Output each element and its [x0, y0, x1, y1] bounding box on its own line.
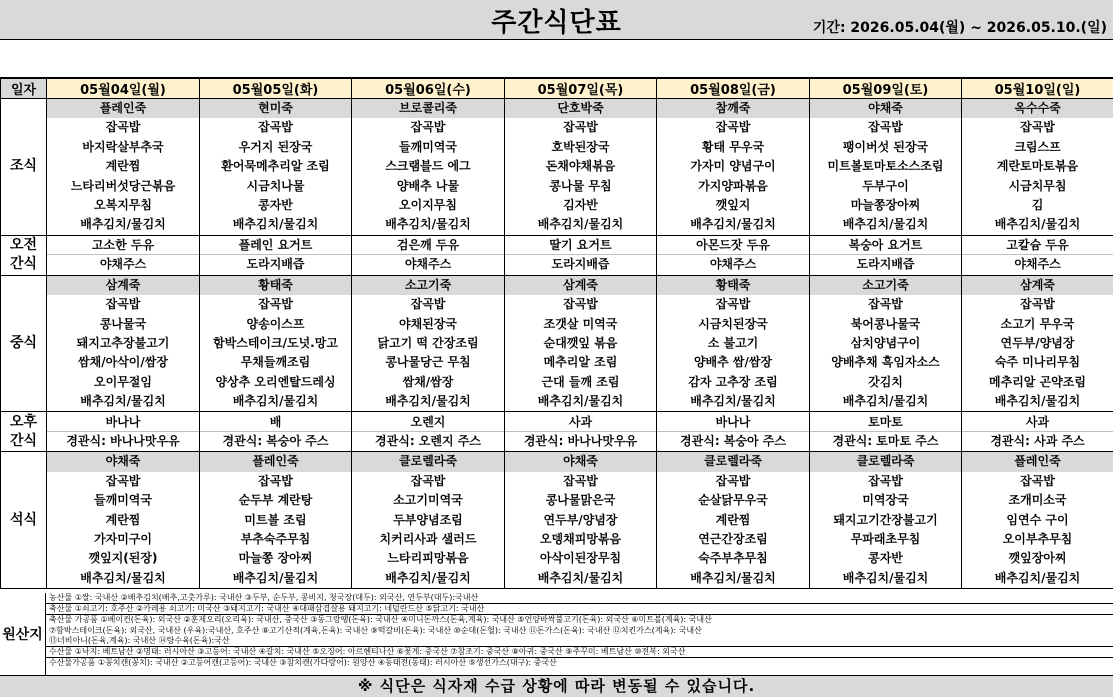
porridge-item: 삼계죽: [47, 276, 199, 295]
menu-item: 메추리알 조림: [543, 355, 618, 370]
menu-item: 계란토마토볶음: [996, 159, 1079, 174]
menu-item: 삼치양념구이: [850, 335, 921, 350]
day-header-1: 05월04일(월): [47, 79, 200, 99]
menu-cell: [657, 275, 810, 412]
porridge-item: 단호박죽: [505, 99, 656, 118]
menu-item: 시금치무침: [1008, 178, 1067, 193]
menu-item: 순살닭무우국: [698, 493, 768, 508]
meal-row: [1, 235, 1113, 275]
menu-item: 양상추 오리엔탈드레싱: [215, 374, 336, 389]
menu-item: 딸기 요거트: [505, 236, 656, 255]
menu-item: 오복지무침: [94, 197, 152, 212]
origin-line: 수산물 ①낙지: 베트남산 ②명태: 러시아산 ③고등어: 국내산 ④갈치: 국내산 ⑤오징어: 아르헨티나산 ⑥꽃게: 중국산 ⑦참조기: 중국산 ⑧아귀: 중국산 ⑨주꾸미: 베트남산 ⑩전복: 외국산: [46, 647, 1113, 658]
day-header-5: 05월08일(금): [657, 79, 810, 99]
menu-item: 잡곡밥: [410, 473, 446, 488]
meal-row: [1, 275, 1113, 412]
menu-item: 잡곡밥: [410, 297, 446, 312]
menu-item: 시금치된장국: [698, 316, 768, 331]
menu-item: 근대 들깨 조림: [541, 374, 620, 389]
menu-item: 사과: [962, 413, 1113, 432]
menu-item: 오이무절임: [94, 374, 152, 389]
menu-item: 순두부 계란탕: [238, 493, 313, 508]
menu-item: 콩자반: [258, 197, 293, 212]
menu-item: 양송이스프: [246, 316, 305, 331]
menu-item: 소고기 무우국: [1000, 316, 1075, 331]
menu-item: 잡곡밥: [563, 120, 598, 135]
menu-cell: [47, 99, 200, 236]
menu-cell: [810, 412, 962, 452]
menu-cell: [352, 235, 505, 275]
menu-item: 도라지배즙: [551, 257, 610, 272]
menu-item: 계란찜: [105, 159, 141, 174]
menu-item: 잡곡밥: [1020, 297, 1055, 312]
menu-cell: [810, 452, 962, 589]
menu-item: 느타리피망볶음: [387, 551, 469, 566]
menu-item: 아몬드잣 두유: [657, 236, 809, 255]
menu-item: 치커리사과 샐러드: [379, 532, 477, 547]
menu-item: 경관식: 바나나맛우유: [66, 433, 180, 448]
menu-item: 잡곡밥: [105, 297, 141, 312]
menu-item: 야채된장국: [399, 316, 457, 331]
menu-item: 깻잎장아찌: [1008, 551, 1067, 566]
day-header-6: 05월09일(토): [810, 79, 962, 99]
menu-item: 잡곡밥: [1020, 473, 1055, 488]
menu-item: 쌈채/아삭이/쌈장: [78, 355, 168, 370]
menu-cell: [47, 452, 200, 589]
meal-label: 석식: [1, 452, 47, 589]
menu-item: 잡곡밥: [105, 473, 141, 488]
menu-item: 닭고기 떡 간장조림: [377, 335, 479, 350]
menu-item: 미트볼토마토소스조림: [827, 159, 944, 174]
menu-item: 토마토: [810, 413, 961, 432]
porridge-item: 클로렐라죽: [657, 452, 809, 471]
menu-item: 오이부추무침: [1002, 532, 1073, 547]
menu-item: 배추김치/물김치: [80, 394, 166, 409]
menu-item: 양배추 나물: [396, 178, 460, 193]
menu-item: 크림스프: [1014, 139, 1061, 154]
menu-item: 배: [200, 413, 351, 432]
menu-cell: [657, 412, 810, 452]
menu-item: 연근간장조림: [698, 532, 768, 547]
menu-item: 연두부/양념장: [1000, 335, 1075, 350]
porridge-item: 참깨죽: [657, 99, 809, 118]
menu-item: 고소한 두유: [47, 236, 199, 255]
porridge-item: 브로콜리죽: [352, 99, 504, 118]
menu-cell: [810, 275, 962, 412]
menu-item: 콩나물맑은국: [545, 493, 616, 508]
porridge-item: 야채죽: [810, 99, 961, 118]
menu-item: 배추김치/물김치: [537, 217, 624, 232]
menu-item: 콩나물국: [99, 316, 147, 331]
menu-cell: [810, 99, 962, 236]
menu-item: 북어콩나물국: [850, 316, 921, 331]
day-header-2: 05월05일(화): [200, 79, 352, 99]
porridge-item: 소고기죽: [352, 276, 504, 295]
menu-cell: [200, 412, 352, 452]
menu-item: 경관식: 오렌지 주스: [375, 433, 481, 448]
menu-item: 들깨미역국: [94, 493, 152, 508]
menu-item: 소 불고기: [707, 335, 759, 350]
menu-cell: [200, 452, 352, 589]
menu-item: 두부양념조림: [393, 512, 463, 527]
menu-item: 배추김치/물김치: [842, 217, 929, 232]
menu-item: 시금치나물: [246, 178, 305, 193]
menu-item: 배추김치/물김치: [690, 394, 776, 409]
menu-item: 깻잎지: [715, 197, 751, 212]
menu-item: 플레인 요거트: [200, 236, 351, 255]
menu-item: 검은깨 두유: [352, 236, 504, 255]
menu-item: 숙주부추무침: [698, 551, 768, 566]
menu-cell: [352, 452, 505, 589]
menu-item: 경관식: 복숭아 주스: [222, 433, 329, 448]
menu-item: 바나나: [657, 413, 809, 432]
menu-item: 배추김치/물김치: [232, 394, 319, 409]
menu-cell: [505, 99, 657, 236]
menu-item: 경관식: 토마토 주스: [832, 433, 939, 448]
menu-item: 야채주스: [99, 257, 147, 272]
menu-item: 배추김치/물김치: [232, 570, 319, 585]
menu-item: 야채주스: [1014, 257, 1061, 272]
menu-item: 무파래초무침: [850, 532, 921, 547]
menu-item: 잡곡밥: [868, 473, 903, 488]
origin-label: 원산지: [0, 593, 46, 675]
menu-cell: [657, 452, 810, 589]
menu-item: 고칼슘 두유: [962, 236, 1113, 255]
menu-cell: [47, 275, 200, 412]
menu-cell: [47, 412, 200, 452]
menu-cell: [505, 235, 657, 275]
menu-item: 배추김치/물김치: [385, 570, 471, 585]
menu-item: 계란찜: [715, 512, 751, 527]
origin-line: 수산물가공품 ①꽁치캔(꽁치): 국내산 ②고등어캔(고등어): 국내산 ③참치캔(가다랑어): 원양산 ④동태전(동태): 러시아산 ⑤생선가스(대구): 중국산: [49, 658, 557, 668]
porridge-item: 야채죽: [505, 452, 656, 471]
menu-item: 사과: [505, 413, 656, 432]
day-header-4: 05월07일(목): [505, 79, 657, 99]
menu-item: 콩나물 무침: [549, 178, 612, 193]
menu-cell: [505, 452, 657, 589]
menu-item: 조갯살 미역국: [543, 316, 618, 331]
menu-item: 가자미구이: [94, 532, 152, 547]
menu-item: 김자반: [563, 197, 598, 212]
menu-item: 우거지 된장국: [238, 139, 313, 154]
menu-cell: [200, 99, 352, 236]
menu-item: 바나나: [47, 413, 199, 432]
origin-line: ⑬너비아니(돈육,계육): 국내산 ⑭탕수육(돈육):국산: [46, 636, 1113, 647]
menu-item: 미역장국: [862, 493, 909, 508]
menu-cell: [962, 412, 1113, 452]
menu-cell: [810, 235, 962, 275]
menu-cell: [47, 235, 200, 275]
menu-item: 돼지고기간장불고기: [833, 512, 938, 527]
menu-item: 복숭아 요거트: [810, 236, 961, 255]
origin-line: 농산물 ①쌀: 국내산 ②배추김치(배추,고춧가루): 국내산 ③두부, 순두부, 콩비지, 청국장(대두): 외국산, 연두부(대두):국내산: [46, 593, 1113, 604]
menu-item: 부추숙주무침: [240, 532, 311, 547]
menu-item: 배추김치/물김치: [232, 217, 319, 232]
menu-item: 돈채야채볶음: [545, 159, 616, 174]
menu-cell: [352, 412, 505, 452]
meal-row: [1, 99, 1113, 236]
origin-line: 축산물 가공품 ①베이컨(돈육): 외국산 ②훈제오리(오리육): 국내산, 중국산 ③동그랑땡(돈육): 국내산 ④미니돈까스(돈육,계육): 국내산 ⑤언양바싹불고기(돈육): 외국산 ⑥미트볼(계육): 국내산: [49, 615, 712, 625]
menu-item: 배추김치/물김치: [385, 394, 471, 409]
menu-item: 도라지배즙: [246, 257, 305, 272]
title-bar: [0, 0, 1113, 40]
menu-item: 배추김치/물김치: [994, 394, 1081, 409]
menu-item: 콩자반: [868, 551, 903, 566]
porridge-item: 플레인죽: [962, 452, 1113, 471]
menu-item: 잡곡밥: [258, 473, 293, 488]
meal-label: 오전 간식: [1, 235, 47, 275]
porridge-item: 삼계죽: [962, 276, 1113, 295]
menu-item: 배추김치/물김치: [842, 394, 929, 409]
menu-item: 두부구이: [862, 178, 909, 193]
menu-cell: [657, 99, 810, 236]
porridge-item: 클로렐라죽: [352, 452, 504, 471]
menu-item: 깻잎지(된장): [88, 551, 158, 566]
origin-line: 축산물 ①쇠고기: 호주산 ②카레용 쇠고기: 미국산 ③돼지고기: 국내산 ④대패삼겹살용 돼지고기: 네덜란드산 ⑤닭고기: 국내산: [46, 604, 1113, 615]
menu-cell: [352, 275, 505, 412]
menu-item: 마늘쫑 장아찌: [238, 551, 313, 566]
menu-item: 배추김치/물김치: [994, 217, 1081, 232]
porridge-item: 황태죽: [200, 276, 351, 295]
menu-cell: [962, 99, 1113, 236]
meal-label: 오후 간식: [1, 412, 47, 452]
menu-item: 메추리알 곤약조림: [989, 374, 1086, 389]
menu-item: 잡곡밥: [258, 120, 293, 135]
menu-cell: [505, 412, 657, 452]
menu-item: 잡곡밥: [715, 473, 751, 488]
menu-cell: [962, 275, 1113, 412]
porridge-item: 황태죽: [657, 276, 809, 295]
meal-table: [0, 78, 1113, 589]
menu-item: 마늘쫑장아찌: [850, 197, 921, 212]
menu-item: 쌈채/쌈장: [402, 374, 454, 389]
menu-cell: [352, 99, 505, 236]
menu-item: 숙주 미나리무침: [994, 355, 1081, 370]
menu-item: 배추김치/물김치: [537, 394, 624, 409]
menu-item: 환어묵메추리알 조림: [221, 159, 330, 174]
menu-item: 양배추채 흑임자소스: [831, 355, 940, 370]
menu-item: 순대깻잎 볶음: [543, 335, 618, 350]
menu-item: 조개미소국: [1008, 493, 1067, 508]
day-header-7: 05월10일(일): [962, 79, 1113, 99]
porridge-item: 현미죽: [200, 99, 351, 118]
menu-item: 배추김치/물김치: [385, 217, 471, 232]
meal-row: [1, 452, 1113, 589]
menu-item: 배추김치/물김치: [80, 570, 166, 585]
menu-item: 오뎅채피망볶음: [539, 532, 622, 547]
menu-item: 야채주스: [404, 257, 452, 272]
menu-item: 잡곡밥: [715, 297, 751, 312]
menu-item: 감자 고추장 조림: [688, 374, 778, 389]
menu-item: 계란찜: [105, 512, 141, 527]
menu-item: 함박스테이크/도넛.망고: [213, 335, 338, 350]
date-header-label: 일자: [1, 79, 47, 99]
porridge-item: 옥수수죽: [962, 99, 1113, 118]
menu-item: 아삭이된장무침: [539, 551, 622, 566]
porridge-item: 플레인죽: [47, 99, 199, 118]
menu-item: 소고기미역국: [393, 493, 463, 508]
porridge-item: 소고기죽: [810, 276, 961, 295]
menu-item: 양배추 쌈/쌈장: [693, 355, 773, 370]
menu-item: 연두부/양념장: [543, 512, 618, 527]
menu-item: 느타리버섯당근볶음: [70, 178, 176, 193]
menu-item: 잡곡밥: [563, 473, 598, 488]
menu-item: 황태 무우국: [701, 139, 765, 154]
menu-item: 호박된장국: [551, 139, 610, 154]
porridge-item: 플레인죽: [200, 452, 351, 471]
menu-item: 도라지배즙: [856, 257, 915, 272]
menu-item: 들깨미역국: [399, 139, 457, 154]
menu-item: 미트볼 조림: [244, 512, 307, 527]
menu-cell: [657, 235, 810, 275]
menu-item: 김: [1031, 197, 1044, 212]
menu-item: 경관식: 사과 주스: [990, 433, 1085, 448]
origin-line: ⑦함박스테이크(돈육): 외국산, 국내산 (우육):국내산, 호주산 ⑧고기산적(계육,돈육): 국내산 ⑨떡갈비(돈육): 국내산 ⑩순대(돈혈): 국내산 ⑪돈가스(돈육): 국내산 ⑫치킨가스(계육): 국내산: [49, 625, 702, 635]
period-label: 기간: 2026.05.04(월) ~ 2026.05.10.(일): [812, 20, 1107, 36]
menu-item: 가지양파볶음: [698, 178, 768, 193]
menu-item: 배추김치/물김치: [690, 570, 776, 585]
porridge-item: 삼계죽: [505, 276, 656, 295]
menu-item: 경관식: 복숭아 주스: [680, 433, 786, 448]
meal-row: [1, 412, 1113, 452]
menu-item: 잡곡밥: [1020, 120, 1055, 135]
menu-cell: [200, 275, 352, 412]
menu-item: 야채주스: [709, 257, 757, 272]
porridge-item: 야채죽: [47, 452, 199, 471]
menu-item: 팽이버섯 된장국: [842, 139, 929, 154]
menu-item: 잡곡밥: [715, 120, 751, 135]
menu-cell: [962, 235, 1113, 275]
menu-item: 잡곡밥: [868, 120, 903, 135]
menu-item: 돼지고추장불고기: [76, 335, 170, 350]
meal-label: 조식: [1, 99, 47, 236]
page-title: 주간식단표: [491, 8, 622, 38]
meal-label: 중식: [1, 275, 47, 412]
menu-cell: [505, 275, 657, 412]
menu-item: 배추김치/물김치: [842, 570, 929, 585]
menu-cell: [962, 452, 1113, 589]
menu-item: 배추김치/물김치: [537, 570, 624, 585]
menu-item: 잡곡밥: [258, 297, 293, 312]
menu-item: 잡곡밥: [868, 297, 903, 312]
menu-item: 가자미 양념구이: [690, 159, 776, 174]
menu-item: 바지락살부추국: [82, 139, 164, 154]
menu-cell: [200, 235, 352, 275]
menu-item: 콩나물당근 무침: [385, 355, 471, 370]
blank-row: [0, 40, 1113, 78]
menu-item: 배추김치/물김치: [80, 217, 166, 232]
origin-info: [46, 593, 1113, 675]
menu-item: 배추김치/물김치: [690, 217, 776, 232]
menu-item: 경관식: 바나나맛우유: [523, 433, 638, 448]
menu-item: 갓김치: [868, 374, 903, 389]
menu-item: 잡곡밥: [563, 297, 598, 312]
menu-item: 잡곡밥: [105, 120, 141, 135]
porridge-item: 클로렐라죽: [810, 452, 961, 471]
menu-item: 오렌지: [352, 413, 504, 432]
menu-item: 배추김치/물김치: [994, 570, 1081, 585]
menu-item: 임연수 구이: [1006, 512, 1069, 527]
day-header-3: 05월06일(수): [352, 79, 505, 99]
menu-item: 잡곡밥: [410, 120, 446, 135]
menu-item: 무채들깨조림: [240, 355, 311, 370]
notice-banner: ※ 식단은 식자재 수급 상황에 따라 변동될 수 있습니다.: [0, 675, 1113, 697]
menu-item: 스크램블드 에그: [385, 159, 471, 174]
menu-item: 오이지무침: [399, 197, 457, 212]
